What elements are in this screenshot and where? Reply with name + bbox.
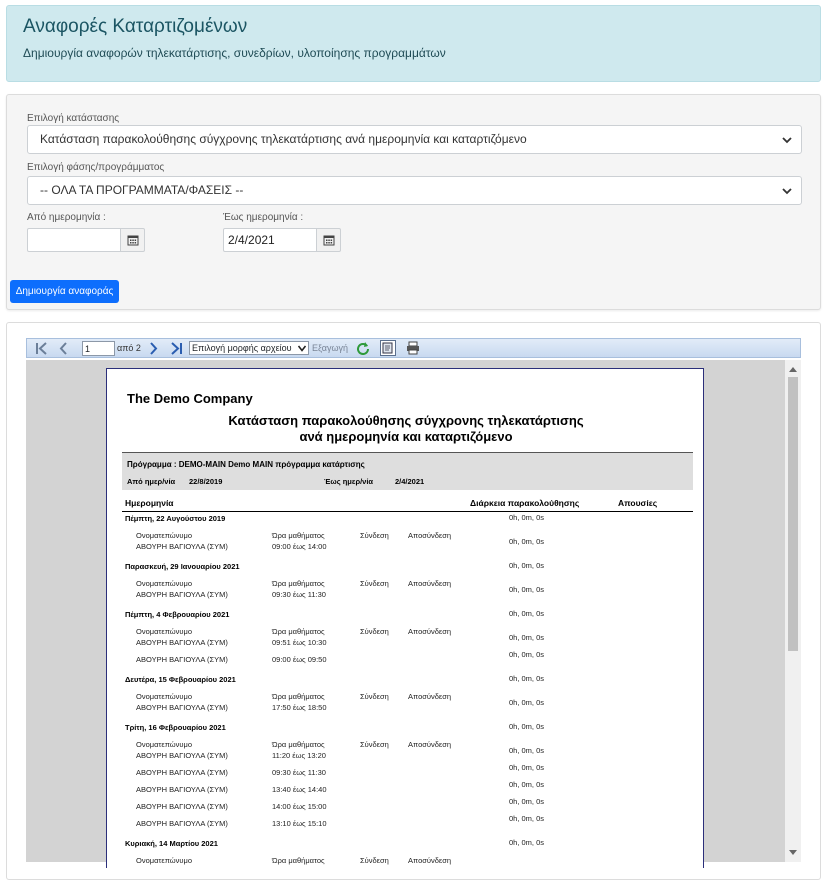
sub-header-logout: Αποσύνδεση: [408, 856, 452, 865]
attendee-name: ΑΒΟΥΡΗ ΒΑΓΙΟΥΛΑ (ΣΥΜ): [136, 751, 228, 760]
sub-header-logout: Αποσύνδεση: [408, 692, 452, 701]
lesson-hour: 13:40 έως 14:40: [272, 785, 327, 794]
group-date: Πέμπτη, 4 Φεβρουαρίου 2021: [125, 610, 230, 619]
absences-column-header: Απουσίες: [618, 498, 658, 508]
printer-icon[interactable]: [406, 341, 420, 355]
sub-header-name: Ονοματεπώνυμο: [136, 740, 192, 749]
sub-header-hour: Ώρα μαθήματος: [272, 856, 325, 865]
status-label: Επιλογή κατάστασης: [27, 113, 120, 124]
from-date-picker-button[interactable]: [121, 228, 145, 252]
report-title-line1: Κατάσταση παρακολούθησης σύγχρονης τηλεκατάρτισης: [228, 413, 584, 428]
row-duration: 0h, 0m, 0s: [509, 585, 545, 594]
to-date-input[interactable]: 2/4/2021: [223, 228, 317, 252]
lesson-hour: 09:51 έως 10:30: [272, 638, 327, 647]
program-select[interactable]: [27, 176, 802, 205]
report-title-line2: ανά ημερομηνία και καταρτιζόμενο: [299, 429, 513, 444]
row-duration: 0h, 0m, 0s: [509, 633, 545, 642]
from-date-info-label: Από ημερ/νία: [127, 477, 176, 486]
page-number-input[interactable]: 1: [82, 341, 115, 356]
create-report-button[interactable]: Δημιουργία αναφοράς: [10, 280, 119, 303]
group-date: Κυριακή, 14 Μαρτίου 2021: [125, 839, 218, 848]
export-format-value: Επιλογή μορφής αρχείου: [192, 343, 292, 353]
page-title: Αναφορές Καταρτιζομένων: [23, 16, 248, 37]
chevron-down-icon: [298, 345, 306, 352]
duration-column-header: Διάρκεια παρακολούθησης: [470, 498, 580, 508]
group-date: Δευτέρα, 15 Φεβρουαρίου 2021: [125, 675, 236, 684]
sub-header-logout: Αποσύνδεση: [408, 627, 452, 636]
sub-header-login: Σύνδεση: [360, 856, 389, 865]
lesson-hour: 09:00 έως 09:50: [272, 655, 327, 664]
first-page-icon[interactable]: [35, 342, 48, 355]
sub-header-login: Σύνδεση: [360, 692, 389, 701]
report-page: [106, 368, 704, 868]
sub-header-logout: Αποσύνδεση: [408, 579, 452, 588]
attendee-name: ΑΒΟΥΡΗ ΒΑΓΙΟΥΛΑ (ΣΥΜ): [136, 590, 228, 599]
to-date-picker-button[interactable]: [317, 228, 341, 252]
print-layout-toggle[interactable]: [380, 340, 396, 356]
lesson-hour: 09:30 έως 11:30: [272, 590, 326, 599]
sub-header-hour: Ώρα μαθήματος: [272, 627, 325, 636]
lesson-hour: 13:10 έως 15:10: [272, 819, 327, 828]
previous-page-icon[interactable]: [58, 342, 69, 355]
to-date-info-label: Έως ημερ/νία: [324, 477, 374, 486]
sub-header-logout: Αποσύνδεση: [408, 740, 452, 749]
sub-header-login: Σύνδεση: [360, 531, 389, 540]
page-subtitle: Δημιουργία αναφορών τηλεκατάρτισης, συνεδρίων, υλοποίησης προγραμμάτων: [23, 46, 446, 60]
date-column-header: Ημερομηνία: [125, 498, 174, 508]
to-date-label: Έως ημερομηνία :: [223, 212, 304, 223]
lesson-hour: 17:50 έως 18:50: [272, 703, 327, 712]
company-name: The Demo Company: [127, 391, 253, 406]
chevron-down-icon: [782, 186, 792, 196]
row-duration: 0h, 0m, 0s: [509, 537, 545, 546]
program-label: Επιλογή φάσης/προγράμματος: [27, 162, 165, 173]
page-layout-icon: [381, 341, 395, 355]
sub-header-hour: Ώρα μαθήματος: [272, 531, 325, 540]
group-date: Πέμπτη, 22 Αυγούστου 2019: [125, 514, 226, 523]
attendee-name: ΑΒΟΥΡΗ ΒΑΓΙΟΥΛΑ (ΣΥΜ): [136, 638, 228, 647]
attendee-name: ΑΒΟΥΡΗ ΒΑΓΙΟΥΛΑ (ΣΥΜ): [136, 819, 228, 828]
report-toolbar: [26, 338, 801, 358]
sub-header-hour: Ώρα μαθήματος: [272, 740, 325, 749]
scrollbar-thumb[interactable]: [788, 377, 798, 651]
lesson-hour: 11:20 έως 13:20: [272, 751, 326, 760]
attendee-name: ΑΒΟΥΡΗ ΒΑΓΙΟΥΛΑ (ΣΥΜ): [136, 785, 228, 794]
sub-header-login: Σύνδεση: [360, 740, 389, 749]
attendee-name: ΑΒΟΥΡΗ ΒΑΓΙΟΥΛΑ (ΣΥΜ): [136, 655, 228, 664]
group-duration: 0h, 0m, 0s: [509, 722, 545, 731]
scroll-up-icon[interactable]: [789, 366, 797, 372]
row-duration: 0h, 0m, 0s: [509, 650, 545, 659]
group-duration: 0h, 0m, 0s: [509, 674, 545, 683]
attendee-name: ΑΒΟΥΡΗ ΒΑΓΙΟΥΛΑ (ΣΥΜ): [136, 802, 228, 811]
row-duration: 0h, 0m, 0s: [509, 746, 545, 755]
lesson-hour: 09:30 έως 11:30: [272, 768, 326, 777]
group-duration: 0h, 0m, 0s: [509, 513, 545, 522]
sub-header-login: Σύνδεση: [360, 579, 389, 588]
row-duration: 0h, 0m, 0s: [509, 698, 545, 707]
from-date-label: Από ημερομηνία :: [27, 212, 106, 223]
sub-header-name: Ονοματεπώνυμο: [136, 579, 192, 588]
status-select[interactable]: [27, 125, 802, 154]
header-divider: [122, 511, 693, 512]
from-date-input[interactable]: [27, 228, 121, 252]
chevron-down-icon: [782, 135, 792, 145]
row-duration: 0h, 0m, 0s: [509, 797, 545, 806]
group-duration: 0h, 0m, 0s: [509, 838, 545, 847]
group-duration: 0h, 0m, 0s: [509, 609, 545, 618]
last-page-icon[interactable]: [170, 342, 183, 355]
lesson-hour: 14:00 έως 15:00: [272, 802, 327, 811]
report-form: [6, 94, 821, 310]
sub-header-name: Ονοματεπώνυμο: [136, 692, 192, 701]
sub-header-hour: Ώρα μαθήματος: [272, 692, 325, 701]
calendar-icon: [323, 234, 335, 246]
program-select-value: -- ΟΛΑ ΤΑ ΠΡΟΓΡΑΜΜΑΤΑ/ΦΑΣΕΙΣ --: [40, 183, 244, 197]
export-format-select[interactable]: [189, 341, 309, 355]
attendee-name: ΑΒΟΥΡΗ ΒΑΓΙΟΥΛΑ (ΣΥΜ): [136, 768, 228, 777]
attendee-name: ΑΒΟΥΡΗ ΒΑΓΙΟΥΛΑ (ΣΥΜ): [136, 542, 228, 551]
row-duration: 0h, 0m, 0s: [509, 814, 545, 823]
group-date: Παρασκευή, 29 Ιανουαρίου 2021: [125, 562, 240, 571]
report-info-box: [122, 452, 693, 490]
group-date: Τρίτη, 16 Φεβρουαρίου 2021: [125, 723, 226, 732]
lesson-hour: 09:00 έως 14:00: [272, 542, 327, 551]
from-date-info-value: 22/8/2019: [189, 477, 223, 486]
next-page-icon[interactable]: [148, 342, 159, 355]
sub-header-logout: Αποσύνδεση: [408, 531, 452, 540]
attendee-name: ΑΒΟΥΡΗ ΒΑΓΙΟΥΛΑ (ΣΥΜ): [136, 703, 228, 712]
sub-header-name: Ονοματεπώνυμο: [136, 531, 192, 540]
sub-header-hour: Ώρα μαθήματος: [272, 579, 325, 588]
to-date-info-value: 2/4/2021: [395, 477, 425, 486]
page-header: [6, 5, 821, 82]
row-duration: 0h, 0m, 0s: [509, 763, 545, 772]
sub-header-name: Ονοματεπώνυμο: [136, 627, 192, 636]
program-info: Πρόγραμμα : DEMO-MAIN Demo MAIN πρόγραμμα κατάρτισης: [127, 460, 365, 469]
export-link[interactable]: Εξαγωγή: [312, 343, 349, 353]
calendar-icon: [127, 234, 139, 246]
status-select-value: Κατάσταση παρακολούθησης σύγχρονης τηλεκατάρτισης ανά ημερομηνία και καταρτιζόμενο: [40, 132, 527, 146]
sub-header-login: Σύνδεση: [360, 627, 389, 636]
scroll-down-icon[interactable]: [789, 850, 797, 856]
row-duration: 0h, 0m, 0s: [509, 780, 545, 789]
group-duration: 0h, 0m, 0s: [509, 561, 545, 570]
sub-header-name: Ονοματεπώνυμο: [136, 856, 192, 865]
page-count: από 2: [117, 343, 141, 353]
refresh-icon[interactable]: [356, 341, 370, 355]
